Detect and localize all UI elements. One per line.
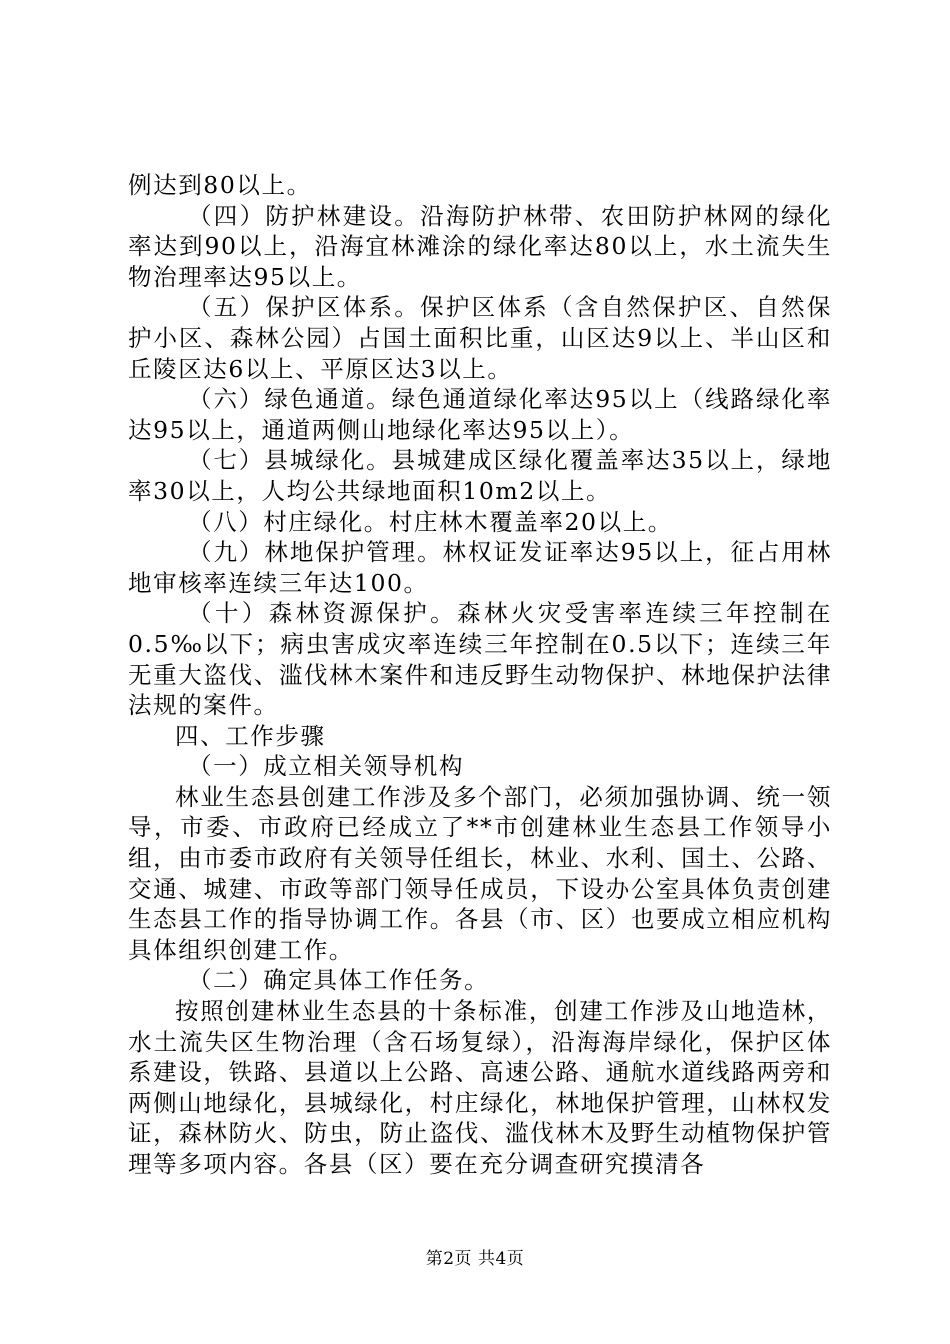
paragraph-item-5: （五）保护区体系。保护区体系（含自然保护区、自然保护小区、森林公园）占国土面积比重，山区达9以上、半山区和丘陵区达6以上、平原区达3以上。: [128, 293, 832, 383]
paragraph-body-1: 林业生态县创建工作涉及多个部门，必须加强协调、统一领导，市委、市政府已经成立了**市创建林业生态县工作领导小组，由市委市政府有关领导任组长，林业、水利、国土、公路、交通、城建、市政等部门领导任成员，下设办公室具体负责创建生态县工作的指导协调工作。各县（市、区）也要成立相应机构具体组织创建工作。: [128, 782, 832, 964]
paragraph-item-9: （九）林地保护管理。林权证发证率达95以上，征占用林地审核率连续三年达100。: [128, 538, 832, 597]
paragraph-body-2: 按照创建林业生态县的十条标准，创建工作涉及山地造林，水土流失区生物治理（含石场复绿），沿海海岸绿化，保护区体系建设，铁路、县道以上公路、高速公路、通航水道线路两旁和两侧山地绿化，县城绿化，村庄绿化，林地保护管理，山林权发证，森林防火、防虫，防止盗伐、滥伐林木及野生动植物保护管理等多项内容。各县（区）要在充分调查研究摸清各: [128, 997, 832, 1178]
paragraph-item-6: （六）绿色通道。绿色通道绿化率达95以上（线路绿化率达95以上，通道两侧山地绿化率达95以上）。: [128, 385, 832, 444]
subsection-heading-2: （二）确定具体工作任务。: [188, 966, 490, 995]
paragraph-item-8: （八）村庄绿化。村庄林木覆盖率20以上。: [188, 507, 673, 536]
paragraph-continuation: 例达到80以上。: [128, 171, 312, 199]
paragraph-item-10: （十）森林资源保护。森林火灾受害率连续三年控制在0.5‰以下；病虫害成灾率连续三年控制在0.5以下；连续三年无重大盗伐、滥伐林木案件和违反野生动物保护、林地保护法律法规的案件。: [128, 599, 832, 720]
section-heading: 四、工作步骤: [175, 721, 326, 750]
document-body: [128, 170, 832, 1180]
subsection-heading-1: （一）成立相关领导机构: [188, 752, 465, 781]
paragraph-item-7: （七）县城绿化。县城建成区绿化覆盖率达35以上，绿地率30以上，人均公共绿地面积10m2以上。: [128, 446, 832, 505]
page-footer: 第2页 共4页: [425, 1249, 525, 1269]
paragraph-item-4: （四）防护林建设。沿海防护林带、农田防护林网的绿化率达到90以上，沿海宜林滩涂的绿化率达80以上，水土流失生物治理率达95以上。: [128, 201, 832, 291]
